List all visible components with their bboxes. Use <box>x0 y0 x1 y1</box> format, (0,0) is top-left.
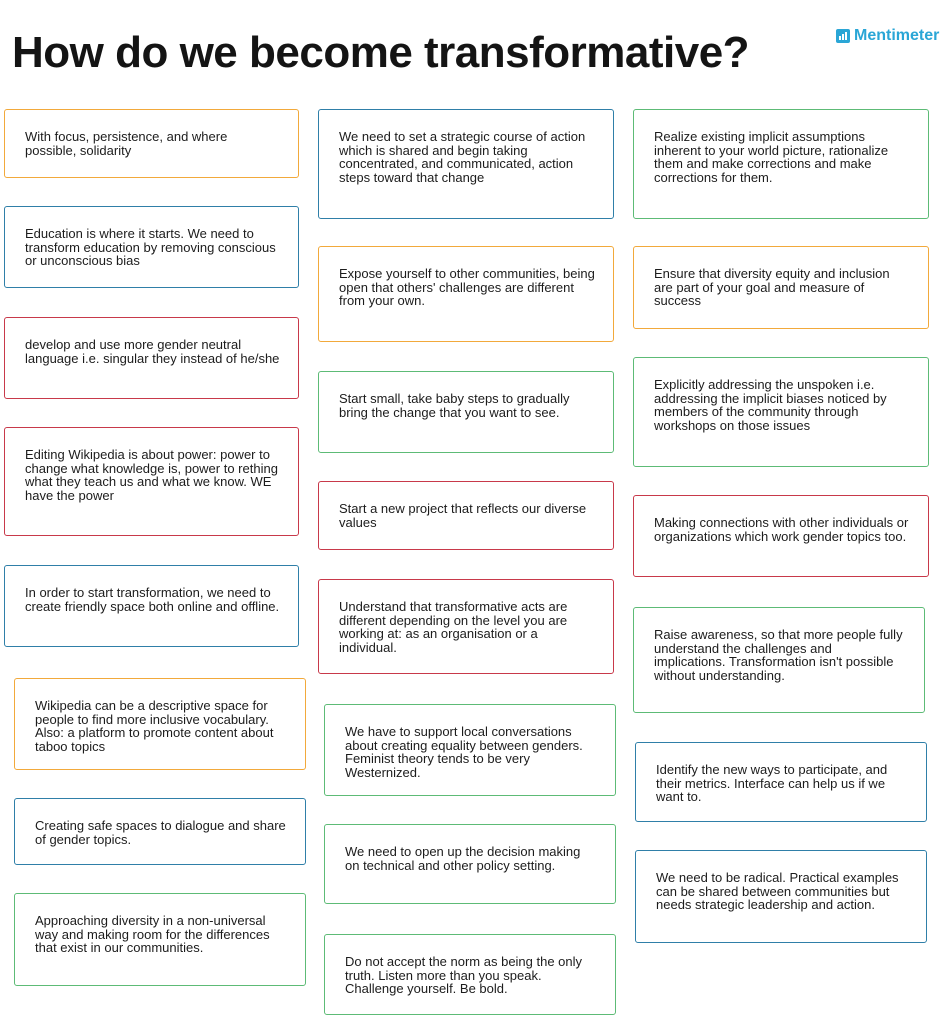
response-card <box>14 798 306 865</box>
response-card <box>633 495 929 577</box>
response-card <box>318 371 614 453</box>
response-text: Editing Wikipedia is about power: power to change what knowledge is, power to rething what they teach us and what we know. WE have the power <box>25 447 278 503</box>
response-text: Raise awareness, so that more people fully understand the challenges and implications. Transformation isn't possible without understanding. <box>654 627 903 683</box>
response-text: Wikipedia can be a descriptive space for people to find more inclusive vocabulary. Also: a platform to promote content about taboo topics <box>35 698 274 754</box>
response-text: Do not accept the norm as being the only truth. Listen more than you speak. Challenge yourself. Be bold. <box>345 954 583 996</box>
response-text: Expose yourself to other communities, being open that others' challenges are different from your own. <box>339 266 595 308</box>
response-text: Understand that transformative acts are different depending on the level you are working at: as an organisation or a individual. <box>339 599 568 655</box>
response-text: We need to open up the decision making on technical and other policy setting. <box>345 844 581 873</box>
mentimeter-logo <box>836 27 939 45</box>
response-text: Creating safe spaces to dialogue and share of gender topics. <box>35 818 286 847</box>
response-text: We need to be radical. Practical examples can be shared between communities but needs strategic leadership and action. <box>656 870 899 912</box>
response-text: We need to set a strategic course of action which is shared and begin taking concentrated, and communicated, action steps toward that change <box>339 129 586 185</box>
response-text: develop and use more gender neutral language i.e. singular they instead of he/she <box>25 337 280 366</box>
mentimeter-logo-text: Mentimeter <box>854 27 940 44</box>
page-title: How do we become transformative? <box>12 28 750 77</box>
response-text: Start small, take baby steps to gradually bring the change that you want to see. <box>339 391 570 420</box>
response-card <box>318 579 614 674</box>
response-text: Realize existing implicit assumptions inherent to your world picture, rationalize them and make corrections and make corrections for them. <box>654 129 889 185</box>
response-card <box>324 704 616 796</box>
response-card <box>4 427 299 536</box>
response-text: We have to support local conversations about creating equality between genders. Feminist theory tends to be very Westernized. <box>345 724 583 780</box>
response-card <box>4 109 299 178</box>
response-card <box>324 824 616 904</box>
response-card <box>635 742 927 822</box>
response-card <box>318 481 614 550</box>
response-card <box>4 565 299 647</box>
response-text: Explicitly addressing the unspoken i.e. addressing the implicit biases noticed by members of the community through workshops on those issues <box>654 377 887 433</box>
response-text: Ensure that diversity equity and inclusion are part of your goal and measure of success <box>654 266 890 308</box>
response-card <box>318 109 614 219</box>
response-card <box>635 850 927 943</box>
response-card <box>633 357 929 467</box>
response-card <box>4 206 299 288</box>
response-card <box>324 934 616 1015</box>
response-text: Start a new project that reflects our diverse values <box>339 501 587 530</box>
response-card <box>318 246 614 342</box>
response-card <box>14 678 306 770</box>
response-card <box>4 317 299 399</box>
response-text: With focus, persistence, and where possible, solidarity <box>25 129 228 158</box>
response-text: Education is where it starts. We need to transform education by removing conscious or unconscious bias <box>25 226 276 268</box>
response-card <box>14 893 306 986</box>
response-card <box>633 246 929 329</box>
response-text: Making connections with other individuals or organizations which work gender topics too. <box>654 515 909 544</box>
response-card <box>633 109 929 219</box>
response-card <box>633 607 925 713</box>
mentimeter-logo-icon <box>836 29 850 43</box>
response-text: Identify the new ways to participate, and their metrics. Interface can help us if we want to. <box>656 762 888 804</box>
response-text: Approaching diversity in a non-universal way and making room for the differences that exist in our communities. <box>35 913 270 955</box>
response-text: In order to start transformation, we need to create friendly space both online and offline. <box>25 585 280 614</box>
